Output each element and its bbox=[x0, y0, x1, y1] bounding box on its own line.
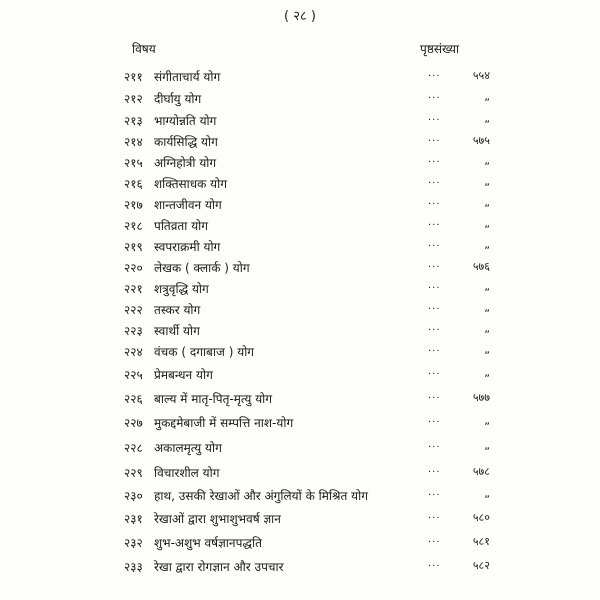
entry-number: २२१ bbox=[124, 282, 143, 296]
contents-row bbox=[0, 558, 600, 578]
entry-number: २३१ bbox=[124, 512, 143, 526]
entry-number: २२० bbox=[124, 261, 143, 275]
entry-title: वंचक ( दगाबाज ) योग bbox=[154, 345, 255, 359]
entry-number: २२३ bbox=[124, 324, 143, 338]
entry-number: २१३ bbox=[124, 114, 143, 128]
entry-title: बाल्य में मातृ-पितृ-मृत्यु योग bbox=[154, 392, 273, 406]
page-column-heading: पृष्ठसंख्या bbox=[420, 42, 460, 56]
entry-title: कार्यसिद्धि योग bbox=[154, 135, 218, 149]
leader-dots: ... bbox=[428, 112, 441, 123]
entry-title: शुभ-अशुभ वर्षज्ञानपद्धति bbox=[154, 536, 262, 550]
leader-dots: ... bbox=[428, 366, 441, 377]
leader-dots: ... bbox=[428, 322, 441, 333]
leader-dots: ... bbox=[428, 259, 441, 270]
entry-title: स्वार्थी योग bbox=[154, 324, 200, 338]
entry-number: २१२ bbox=[124, 92, 143, 106]
page-number: ( २८ ) bbox=[284, 9, 316, 24]
leader-dots: ... bbox=[428, 238, 441, 249]
entry-number: २२९ bbox=[124, 466, 143, 480]
leader-dots: ... bbox=[428, 68, 441, 79]
entry-number: २११ bbox=[124, 70, 143, 84]
entry-title: मुकद्दमेबाजी में सम्पत्ति नाश-योग bbox=[154, 416, 294, 430]
contents-row bbox=[0, 238, 600, 258]
leader-dots: ... bbox=[428, 414, 441, 425]
entry-page: „ bbox=[484, 343, 490, 356]
contents-row bbox=[0, 414, 600, 434]
entry-number: २३० bbox=[124, 489, 143, 503]
contents-row bbox=[0, 133, 600, 153]
entry-page: „ bbox=[484, 217, 490, 230]
entry-number: २१५ bbox=[124, 156, 143, 170]
leader-dots: ... bbox=[428, 196, 441, 207]
contents-row bbox=[0, 322, 600, 342]
entry-number: २१८ bbox=[124, 219, 143, 233]
leader-dots: ... bbox=[428, 390, 441, 401]
entry-page: „ bbox=[484, 238, 490, 251]
entry-number: २१७ bbox=[124, 198, 143, 212]
entry-page: ५७७ bbox=[472, 391, 490, 404]
leader-dots: ... bbox=[428, 90, 441, 101]
entry-number: २३३ bbox=[124, 560, 143, 574]
contents-row bbox=[0, 534, 600, 554]
entry-page: „ bbox=[484, 112, 490, 125]
contents-row bbox=[0, 280, 600, 300]
leader-dots: ... bbox=[428, 280, 441, 291]
leader-dots: ... bbox=[428, 534, 441, 545]
entry-title: दीर्घायु योग bbox=[154, 92, 202, 106]
entry-number: २१६ bbox=[124, 177, 143, 191]
contents-row bbox=[0, 464, 600, 484]
entry-title: रेखा द्वारा रोगज्ञान और उपचार bbox=[154, 560, 284, 574]
contents-row bbox=[0, 343, 600, 363]
entry-number: २३२ bbox=[124, 536, 143, 550]
leader-dots: ... bbox=[428, 175, 441, 186]
entry-number: २२८ bbox=[124, 441, 143, 455]
entry-page: „ bbox=[484, 175, 490, 188]
contents-row bbox=[0, 175, 600, 195]
entry-page: „ bbox=[484, 322, 490, 335]
entry-number: २२६ bbox=[124, 392, 143, 406]
entry-title: संगीताचार्य योग bbox=[154, 70, 221, 84]
entry-page: „ bbox=[484, 196, 490, 209]
leader-dots: ... bbox=[428, 343, 441, 354]
contents-row bbox=[0, 217, 600, 237]
entry-page: ५८२ bbox=[472, 559, 490, 572]
entry-title: अकालमृत्यु योग bbox=[154, 441, 222, 455]
entry-title: शत्रुवृद्धि योग bbox=[154, 282, 209, 296]
entry-number: २१९ bbox=[124, 240, 143, 254]
contents-row bbox=[0, 112, 600, 132]
contents-row bbox=[0, 487, 600, 507]
entry-page: „ bbox=[484, 439, 490, 452]
entry-page: „ bbox=[484, 366, 490, 379]
contents-row bbox=[0, 90, 600, 110]
entry-title: तस्कर योग bbox=[154, 303, 201, 317]
leader-dots: ... bbox=[428, 217, 441, 228]
entry-title: शक्तिसाधक योग bbox=[154, 177, 227, 191]
entry-title: शान्तजीवन योग bbox=[154, 198, 222, 212]
entry-page: ५७६ bbox=[472, 260, 490, 273]
subject-column-heading: विषय bbox=[132, 42, 156, 56]
leader-dots: ... bbox=[428, 464, 441, 475]
entry-page: ५८० bbox=[472, 511, 490, 524]
contents-row bbox=[0, 68, 600, 88]
leader-dots: ... bbox=[428, 439, 441, 450]
entry-page: „ bbox=[484, 301, 490, 314]
entry-title: अग्निहोत्री योग bbox=[154, 156, 217, 170]
entry-title: विचारशील योग bbox=[154, 466, 220, 480]
contents-row bbox=[0, 196, 600, 216]
entry-page: „ bbox=[484, 414, 490, 427]
contents-row bbox=[0, 366, 600, 386]
contents-row bbox=[0, 510, 600, 530]
entry-title: पतिव्रता योग bbox=[154, 219, 209, 233]
entry-page: „ bbox=[484, 280, 490, 293]
entry-number: २२७ bbox=[124, 416, 143, 430]
entry-number: २२५ bbox=[124, 368, 143, 382]
contents-row bbox=[0, 154, 600, 174]
entry-page: ५८१ bbox=[472, 535, 490, 548]
leader-dots: ... bbox=[428, 487, 441, 498]
contents-row bbox=[0, 301, 600, 321]
contents-row bbox=[0, 259, 600, 279]
leader-dots: ... bbox=[428, 154, 441, 165]
entry-number: २२४ bbox=[124, 345, 143, 359]
contents-row bbox=[0, 390, 600, 410]
contents-row bbox=[0, 439, 600, 459]
entry-page: „ bbox=[484, 90, 490, 103]
entry-page: „ bbox=[484, 487, 490, 500]
entry-page: ५७५ bbox=[472, 134, 490, 147]
entry-title: रेखाओं द्वारा शुभाशुभवर्ष ज्ञान bbox=[154, 512, 281, 526]
entry-title: भाग्योन्नति योग bbox=[154, 114, 217, 128]
entry-page: ५५४ bbox=[472, 69, 490, 82]
entry-page: ५७८ bbox=[472, 465, 490, 478]
entry-number: २२२ bbox=[124, 303, 143, 317]
leader-dots: ... bbox=[428, 558, 441, 569]
entry-number: २१४ bbox=[124, 135, 143, 149]
leader-dots: ... bbox=[428, 301, 441, 312]
entry-page: „ bbox=[484, 154, 490, 167]
leader-dots: ... bbox=[428, 133, 441, 144]
entry-title: प्रेमबन्धन योग bbox=[154, 368, 213, 382]
entry-title: हाथ, उसकी रेखाओं और अंगुलियों के मिश्रित योग bbox=[154, 489, 368, 503]
entry-title: स्वपराक्रमी योग bbox=[154, 240, 221, 254]
entry-title: लेखक ( क्लार्क ) योग bbox=[154, 261, 250, 275]
leader-dots: ... bbox=[428, 510, 441, 521]
